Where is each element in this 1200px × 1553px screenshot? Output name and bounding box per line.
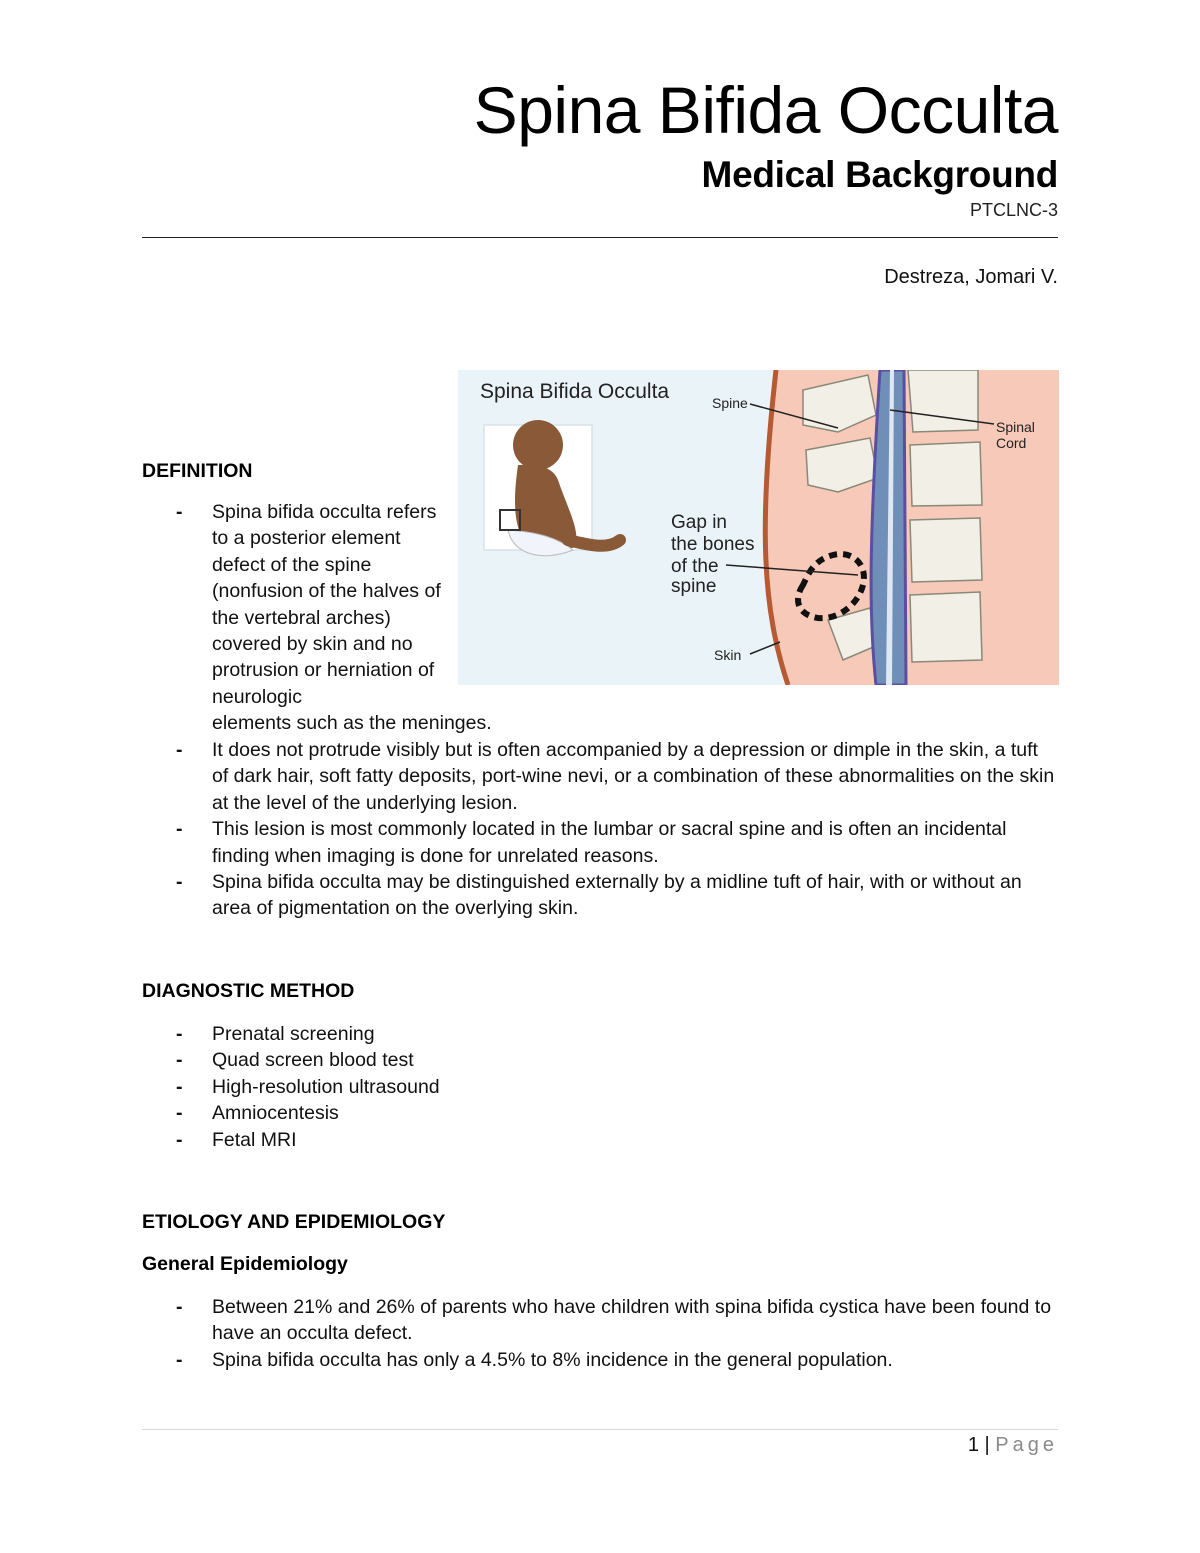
page-separator: | <box>984 1434 990 1456</box>
definition-list <box>142 737 1058 922</box>
list-item: - It does not protrude visibly but is often accompanied by a depression or dimple in the skin, a tuft of dark hair, soft fatty deposits, port-wine nevi, or a combination of these abnormalities on the skin at the level of the underlying lesion. <box>176 739 1055 814</box>
page-label: Page <box>995 1434 1058 1456</box>
dash-bullet: - <box>176 501 183 523</box>
diagnostic-heading: DIAGNOSTIC METHOD <box>142 980 355 1002</box>
definition-heading: DEFINITION <box>142 460 253 482</box>
list-item: - Fetal MRI <box>176 1128 297 1151</box>
illustration-svg <box>458 370 1059 685</box>
label-gap-2: the bones <box>671 534 755 555</box>
spina-bifida-illustration <box>458 370 1059 685</box>
page-number: 1 <box>967 1434 979 1456</box>
baby-head <box>513 420 563 470</box>
vertebra-body <box>910 592 982 662</box>
vertebra-body <box>908 370 978 432</box>
definition-first-item-text: Spina bifida occulta refers to a posterior element defect of the spine (nonfusion of the halves of the vertebral arches) covered by skin and no protrusion or herniation of neurologic <box>212 501 441 708</box>
definition-first-item-tail: elements such as the meninges. <box>212 712 492 734</box>
list-item: - Spina bifida occulta may be distinguished externally by a midline tuft of hair, with or without an area of pigmentation on the overlying skin. <box>176 871 1022 920</box>
label-gap-1: Gap in <box>671 512 727 533</box>
label-spinal-cord-2: Cord <box>996 435 1027 451</box>
list-item: - High-resolution ultrasound <box>176 1075 440 1098</box>
list-item: - This lesion is most commonly located in the lumbar or sacral spine and is often an incidental finding when imaging is done for unrelated reasons. <box>176 818 1007 867</box>
footer-divider <box>142 1429 1058 1430</box>
baby-leg <box>568 540 620 546</box>
list-item: - Spina bifida occulta has only a 4.5% to 8% incidence in the general population. <box>176 1348 893 1371</box>
list-item: - Between 21% and 26% of parents who have children with spina bifida cystica have been found to have an occulta defect. <box>176 1296 1052 1345</box>
page-footer <box>968 1434 1058 1457</box>
author-name: Destreza, Jomari V. <box>884 266 1058 288</box>
illustration-caption: Spina Bifida Occulta <box>480 380 670 403</box>
epidemiology-list <box>142 1294 1058 1373</box>
label-gap-4: spine <box>671 576 717 597</box>
etiology-heading: ETIOLOGY AND EPIDEMIOLOGY <box>142 1211 446 1233</box>
list-item: - Prenatal screening <box>176 1023 375 1045</box>
list-item: - Amniocentesis <box>176 1102 339 1125</box>
label-skin: Skin <box>714 647 742 663</box>
document-title: Spina Bifida Occulta <box>473 73 1058 147</box>
label-spine: Spine <box>712 395 748 411</box>
label-gap-3: of the <box>671 556 719 577</box>
vertebra-body <box>910 518 982 582</box>
vertebra-body <box>910 442 982 506</box>
header-divider <box>142 237 1058 238</box>
document-subtitle: Medical Background <box>701 154 1058 195</box>
label-spinal-cord-1: Spinal <box>996 419 1035 435</box>
epidemiology-subheading: General Epidemiology <box>142 1253 348 1275</box>
diagnostic-list <box>142 1021 1058 1153</box>
course-code: PTCLNC-3 <box>969 200 1058 220</box>
list-item: - Quad screen blood test <box>176 1049 414 1072</box>
